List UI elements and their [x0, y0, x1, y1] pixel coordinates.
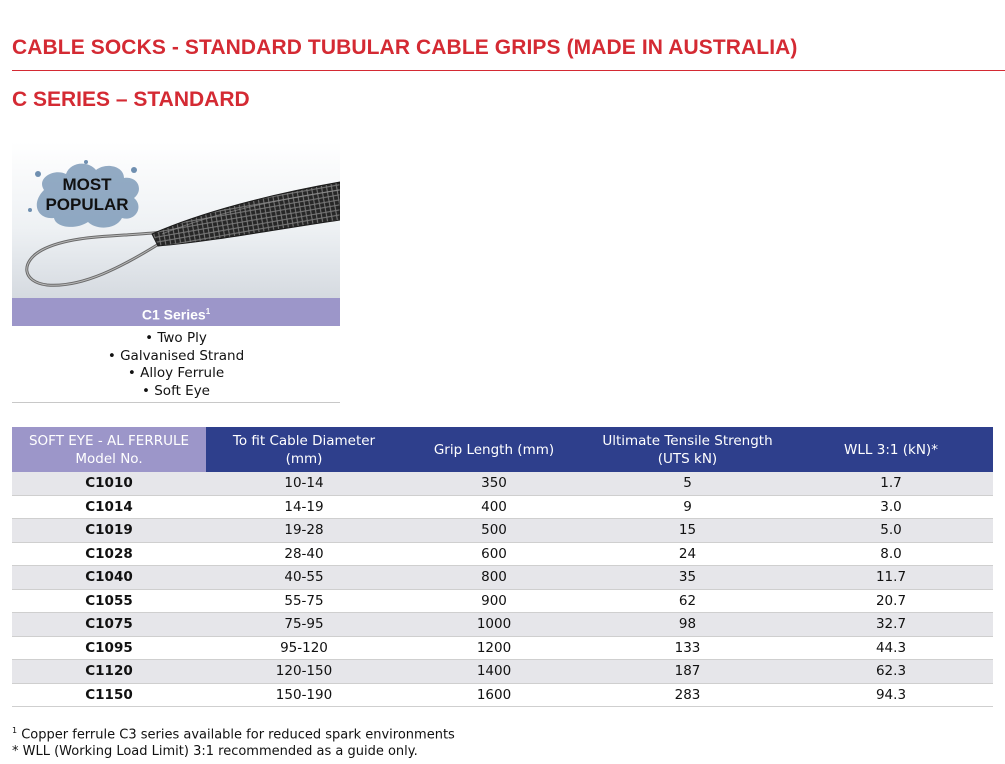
grip-length-cell: 1200	[402, 636, 586, 660]
badge-line-1: MOST	[62, 175, 112, 194]
diameter-cell: 55-75	[206, 589, 402, 613]
feature-divider	[12, 402, 340, 403]
header-grip-line1: Grip Length (mm)	[433, 441, 555, 458]
diameter-cell: 95-120	[206, 636, 402, 660]
footnote-copper-text: Copper ferrule C3 series available for reduced spark environments	[17, 727, 455, 743]
uts-cell: 187	[586, 660, 789, 684]
header-uts-line1: Ultimate Tensile Strength	[602, 432, 773, 449]
uts-cell: 62	[586, 589, 789, 613]
feature-item: • Two Ply	[145, 330, 207, 346]
header-wll	[789, 427, 993, 472]
header-diameter-line1: To fit Cable Diameter	[232, 432, 376, 449]
grip-length-cell: 500	[402, 519, 586, 543]
footnotes	[12, 722, 455, 760]
wll-cell: 11.7	[789, 566, 993, 590]
series-name: C1 Series	[141, 306, 206, 323]
uts-cell: 5	[586, 472, 789, 495]
model-cell: C1075	[12, 613, 206, 637]
uts-cell: 98	[586, 613, 789, 637]
grip-length-cell: 400	[402, 495, 586, 519]
model-cell: C1095	[12, 636, 206, 660]
model-cell: C1040	[12, 566, 206, 590]
footnote-copper	[12, 722, 455, 743]
feature-item: • Galvanised Strand	[107, 347, 245, 364]
feature-item: • Soft Eye	[141, 382, 210, 399]
uts-cell: 24	[586, 542, 789, 566]
header-diameter-line2: (mm)	[285, 450, 323, 467]
grip-length-cell: 1400	[402, 660, 586, 684]
header-model-line1: SOFT EYE - AL FERRULE	[28, 432, 190, 449]
model-cell: C1055	[12, 589, 206, 613]
uts-cell: 35	[586, 566, 789, 590]
header-uts	[586, 427, 789, 472]
wll-cell: 20.7	[789, 589, 993, 613]
model-cell: C1010	[12, 472, 206, 495]
header-model-line2: Model No.	[75, 450, 143, 467]
wll-cell: 1.7	[789, 472, 993, 495]
most-popular-badge	[30, 175, 144, 215]
wll-cell: 32.7	[789, 613, 993, 637]
wll-cell: 5.0	[789, 519, 993, 543]
table-row	[12, 472, 993, 495]
series-footnote-mark: 1	[205, 307, 211, 316]
table-row	[12, 519, 993, 543]
wll-cell: 8.0	[789, 542, 993, 566]
table-row	[12, 613, 993, 637]
footnote-wll: * WLL (Working Load Limit) 3:1 recommended as a guide only.	[12, 744, 418, 760]
title-divider	[12, 70, 1005, 71]
wll-cell: 94.3	[789, 683, 993, 707]
header-cable-diameter	[206, 427, 402, 472]
header-grip-length	[402, 427, 586, 472]
feature-list	[12, 330, 340, 400]
series-label	[12, 298, 340, 326]
feature-item: • Alloy Ferrule	[127, 365, 225, 381]
header-uts-line2: (UTS kN)	[657, 450, 718, 467]
uts-cell: 133	[586, 636, 789, 660]
grip-length-cell: 600	[402, 542, 586, 566]
table-row	[12, 660, 993, 684]
model-cell: C1014	[12, 495, 206, 519]
page-title: CABLE SOCKS - STANDARD TUBULAR CABLE GRIPS (MADE IN AUSTRALIA)	[12, 36, 798, 59]
spec-table	[12, 427, 993, 707]
grip-length-cell: 1600	[402, 683, 586, 707]
header-wll-line1: WLL 3:1 (kN)*	[844, 441, 938, 458]
table-row	[12, 636, 993, 660]
uts-cell: 15	[586, 519, 789, 543]
diameter-cell: 40-55	[206, 566, 402, 590]
diameter-cell: 150-190	[206, 683, 402, 707]
header-model	[12, 427, 206, 472]
grip-length-cell: 900	[402, 589, 586, 613]
diameter-cell: 120-150	[206, 660, 402, 684]
model-cell: C1028	[12, 542, 206, 566]
grip-length-cell: 1000	[402, 613, 586, 637]
diameter-cell: 75-95	[206, 613, 402, 637]
badge-line-2: POPULAR	[45, 195, 129, 214]
table-row	[12, 589, 993, 613]
section-title: C SERIES – STANDARD	[12, 88, 250, 111]
wll-cell: 62.3	[789, 660, 993, 684]
footnote-mark: 1	[12, 726, 18, 735]
grip-length-cell: 800	[402, 566, 586, 590]
uts-cell: 9	[586, 495, 789, 519]
wll-cell: 44.3	[789, 636, 993, 660]
wll-cell: 3.0	[789, 495, 993, 519]
diameter-cell: 28-40	[206, 542, 402, 566]
table-row	[12, 542, 993, 566]
table-row	[12, 566, 993, 590]
model-cell: C1019	[12, 519, 206, 543]
table-row	[12, 495, 993, 519]
model-cell: C1120	[12, 660, 206, 684]
diameter-cell: 19-28	[206, 519, 402, 543]
grip-length-cell: 350	[402, 472, 586, 495]
diameter-cell: 10-14	[206, 472, 402, 495]
table-row	[12, 683, 993, 707]
model-cell: C1150	[12, 683, 206, 707]
table-header-row	[12, 427, 993, 472]
uts-cell: 283	[586, 683, 789, 707]
diameter-cell: 14-19	[206, 495, 402, 519]
